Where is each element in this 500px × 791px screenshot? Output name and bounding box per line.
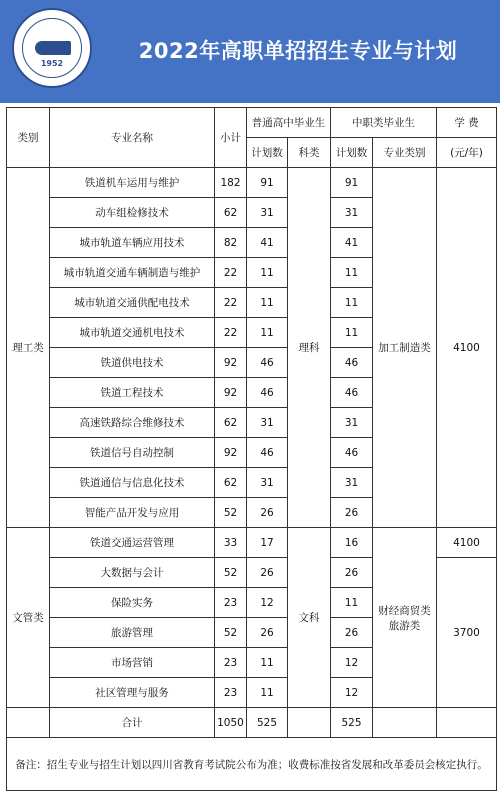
subject-science: 理科 — [288, 168, 331, 528]
enrollment-plan-table — [6, 107, 497, 791]
header-major-type: 专业类别 — [373, 138, 437, 168]
voc-plan-cell: 46 — [331, 348, 373, 378]
hs-plan-cell: 11 — [247, 258, 288, 288]
table-row — [7, 528, 497, 558]
category-liberal: 文管类 — [7, 528, 50, 708]
tuition-liberal-rest: 3700 — [437, 558, 497, 708]
header-row-1 — [7, 108, 497, 138]
school-logo-icon — [12, 8, 92, 88]
total-empty-tuition — [437, 708, 497, 738]
train-icon — [35, 41, 71, 55]
hs-plan-cell: 12 — [247, 588, 288, 618]
hs-plan-cell: 46 — [247, 378, 288, 408]
hs-plan-cell: 17 — [247, 528, 288, 558]
major-name: 铁道机车运用与维护 — [50, 168, 215, 198]
major-name: 城市轨道交通车辆制造与维护 — [50, 258, 215, 288]
header-subject: 科类 — [288, 138, 331, 168]
header-tuition: 学 费 — [437, 108, 497, 138]
subtotal-cell: 92 — [215, 348, 247, 378]
hs-plan-cell: 26 — [247, 558, 288, 588]
major-type-finance-tourism: 财经商贸类 旅游类 — [373, 528, 437, 708]
total-hs: 525 — [247, 708, 288, 738]
tuition-engineering: 4100 — [437, 168, 497, 528]
table-row — [7, 168, 497, 198]
major-name: 社区管理与服务 — [50, 678, 215, 708]
total-row — [7, 708, 497, 738]
voc-plan-cell: 26 — [331, 618, 373, 648]
header-plan-count: 计划数 — [247, 138, 288, 168]
subtotal-cell: 33 — [215, 528, 247, 558]
voc-plan-cell: 31 — [331, 468, 373, 498]
major-name: 铁道交通运营管理 — [50, 528, 215, 558]
hs-plan-cell: 46 — [247, 348, 288, 378]
total-empty-type — [373, 708, 437, 738]
voc-plan-cell: 46 — [331, 378, 373, 408]
header-major: 专业名称 — [50, 108, 215, 168]
subtotal-cell: 82 — [215, 228, 247, 258]
major-name: 市场营销 — [50, 648, 215, 678]
hs-plan-cell: 41 — [247, 228, 288, 258]
subtotal-cell: 182 — [215, 168, 247, 198]
major-name: 旅游管理 — [50, 618, 215, 648]
major-name: 铁道供电技术 — [50, 348, 215, 378]
voc-plan-cell: 11 — [331, 588, 373, 618]
hs-plan-cell: 26 — [247, 498, 288, 528]
hs-plan-cell: 31 — [247, 198, 288, 228]
logo-ring — [22, 18, 82, 78]
major-name: 保险实务 — [50, 588, 215, 618]
subtotal-cell: 22 — [215, 288, 247, 318]
hs-plan-cell: 91 — [247, 168, 288, 198]
subtotal-cell: 92 — [215, 438, 247, 468]
voc-plan-cell: 31 — [331, 408, 373, 438]
note-text: 备注：招生专业与招生计划以四川省教育考试院公布为准；收费标准按省发展和改革委员会核定执行。 — [7, 738, 497, 791]
major-name: 高速铁路综合维修技术 — [50, 408, 215, 438]
voc-plan-cell: 11 — [331, 258, 373, 288]
header-category: 类别 — [7, 108, 50, 168]
subtotal-cell: 92 — [215, 378, 247, 408]
header-vocational: 中职类毕业生 — [331, 108, 437, 138]
major-name: 城市轨道交通机电技术 — [50, 318, 215, 348]
header-banner — [0, 0, 500, 103]
total-voc: 525 — [331, 708, 373, 738]
voc-plan-cell: 11 — [331, 318, 373, 348]
major-name: 动车组检修技术 — [50, 198, 215, 228]
hs-plan-cell: 11 — [247, 288, 288, 318]
tuition-liberal-first: 4100 — [437, 528, 497, 558]
voc-plan-cell: 12 — [331, 678, 373, 708]
voc-plan-cell: 41 — [331, 228, 373, 258]
hs-plan-cell: 11 — [247, 318, 288, 348]
major-name: 铁道通信与信息化技术 — [50, 468, 215, 498]
subtotal-cell: 23 — [215, 678, 247, 708]
total-empty-subject — [288, 708, 331, 738]
category-engineering: 理工类 — [7, 168, 50, 528]
subtotal-cell: 22 — [215, 318, 247, 348]
subtotal-cell: 62 — [215, 198, 247, 228]
voc-plan-cell: 26 — [331, 498, 373, 528]
subtotal-cell: 22 — [215, 258, 247, 288]
page-title: 2022年高职单招招生专业与计划 — [138, 39, 458, 63]
subtotal-cell: 23 — [215, 648, 247, 678]
subtotal-cell: 23 — [215, 588, 247, 618]
hs-plan-cell: 31 — [247, 468, 288, 498]
major-name: 城市轨道车辆应用技术 — [50, 228, 215, 258]
major-name: 铁道工程技术 — [50, 378, 215, 408]
major-type-manufacturing: 加工制造类 — [373, 168, 437, 528]
total-subtotal: 1050 — [215, 708, 247, 738]
voc-plan-cell: 26 — [331, 558, 373, 588]
note-row — [7, 738, 497, 791]
subject-arts: 文科 — [288, 528, 331, 708]
subtotal-cell: 62 — [215, 408, 247, 438]
voc-plan-cell: 46 — [331, 438, 373, 468]
hs-plan-cell: 31 — [247, 408, 288, 438]
subtotal-cell: 62 — [215, 468, 247, 498]
subtotal-cell: 52 — [215, 498, 247, 528]
voc-plan-cell: 31 — [331, 198, 373, 228]
subtotal-cell: 52 — [215, 558, 247, 588]
hs-plan-cell: 46 — [247, 438, 288, 468]
major-name: 智能产品开发与应用 — [50, 498, 215, 528]
hs-plan-cell: 11 — [247, 678, 288, 708]
voc-plan-cell: 16 — [331, 528, 373, 558]
total-empty-category — [7, 708, 50, 738]
voc-plan-cell: 91 — [331, 168, 373, 198]
header-plan-count-voc: 计划数 — [331, 138, 373, 168]
major-name: 大数据与会计 — [50, 558, 215, 588]
header-general-hs: 普通高中毕业生 — [247, 108, 331, 138]
subtotal-cell: 52 — [215, 618, 247, 648]
header-tuition-unit: (元/年) — [437, 138, 497, 168]
total-label: 合计 — [50, 708, 215, 738]
header-subtotal: 小计 — [215, 108, 247, 168]
logo-year: 1952 — [40, 59, 64, 68]
voc-plan-cell: 11 — [331, 288, 373, 318]
major-name: 铁道信号自动控制 — [50, 438, 215, 468]
major-name: 城市轨道交通供配电技术 — [50, 288, 215, 318]
hs-plan-cell: 26 — [247, 618, 288, 648]
voc-plan-cell: 12 — [331, 648, 373, 678]
hs-plan-cell: 11 — [247, 648, 288, 678]
